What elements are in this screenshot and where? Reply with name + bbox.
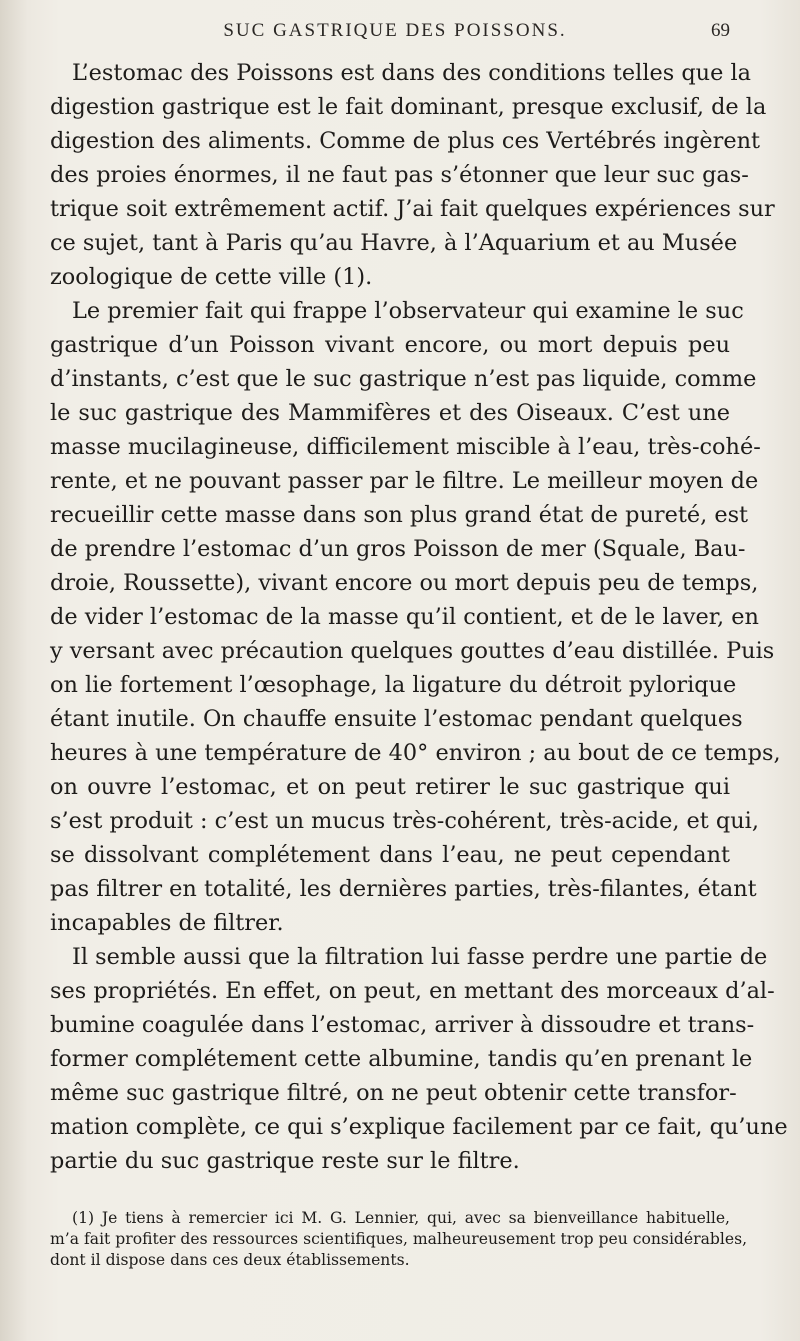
text-line: incapables de filtrer.	[50, 910, 284, 936]
text-line: partie du suc gastrique reste sur le filtre.	[50, 1148, 520, 1174]
text-line: former complétement cette albumine, tandis qu’en prenant le	[50, 1046, 753, 1072]
text-line: se dissolvant complétement dans l’eau, ne peut cependant	[50, 842, 730, 868]
text-line: le suc gastrique des Mammifères et des Oiseaux. C’est une	[50, 400, 730, 426]
text-line: ses propriétés. En effet, on peut, en mettant des morceaux d’al-	[50, 978, 775, 1004]
text-line: y versant avec précaution quelques gouttes d’eau distillée. Puis	[50, 638, 775, 664]
text-line: masse mucilagineuse, difficilement miscible à l’eau, très-cohé-	[50, 434, 761, 460]
body-text	[50, 56, 788, 1178]
footnote-line: dont il dispose dans ces deux établissements.	[50, 1251, 410, 1269]
text-line: des proies énormes, il ne faut pas s’étonner que leur suc gas-	[50, 162, 749, 188]
text-line: droie, Roussette), vivant encore ou mort depuis peu de temps,	[50, 570, 759, 596]
text-line: rente, et ne pouvant passer par le filtre. Le meilleur moyen de	[50, 468, 759, 494]
text-line: on lie fortement l’œsophage, la ligature du détroit pylorique	[50, 672, 737, 698]
text-line: recueillir cette masse dans son plus grand état de pureté, est	[50, 502, 749, 528]
footnote-line: m’a fait profiter des ressources scientifiques, malheureusement trop peu considérables,	[50, 1230, 748, 1248]
text-line: d’instants, c’est que le suc gastrique n’est pas liquide, comme	[50, 366, 757, 392]
text-line: de prendre l’estomac d’un gros Poisson de mer (Squale, Bau-	[50, 536, 746, 562]
footnote-block	[50, 1208, 748, 1271]
text-line: pas filtrer en totalité, les dernières parties, très-filantes, étant	[50, 876, 757, 902]
text-line: zoologique de cette ville (1).	[50, 264, 373, 290]
text-line: étant inutile. On chauffe ensuite l’estomac pendant quelques	[50, 706, 743, 732]
text-line: on ouvre l’estomac, et on peut retirer le suc gastrique qui	[50, 774, 730, 800]
footnote-line: (1) Je tiens à remercier ici M. G. Lennier, qui, avec sa bienveillance habituelle,	[72, 1209, 730, 1227]
text-line: digestion gastrique est le fait dominant, presque exclusif, de la	[50, 94, 767, 120]
text-line: L’estomac des Poissons est dans des conditions telles que la	[72, 60, 751, 86]
page-header	[60, 20, 730, 50]
text-line: heures à une température de 40° environ ; au bout de ce temps,	[50, 740, 781, 766]
text-line: s’est produit : c’est un mucus très-cohérent, très-acide, et qui,	[50, 808, 759, 834]
text-line: ce sujet, tant à Paris qu’au Havre, à l’Aquarium et au Musée	[50, 230, 738, 256]
text-line: mation complète, ce qui s’explique facilement par ce fait, qu’une	[50, 1114, 788, 1140]
text-line: digestion des aliments. Comme de plus ces Vertébrés ingèrent	[50, 128, 761, 154]
text-line: trique soit extrêmement actif. J’ai fait quelques expériences sur	[50, 196, 775, 222]
text-line: même suc gastrique filtré, on ne peut obtenir cette transfor-	[50, 1080, 737, 1106]
page-number: 69	[711, 20, 730, 41]
running-head: SUC GASTRIQUE DES POISSONS.	[223, 20, 567, 41]
text-line: gastrique d’un Poisson vivant encore, ou mort depuis peu	[50, 332, 730, 358]
text-line: Il semble aussi que la filtration lui fasse perdre une partie de	[72, 944, 768, 970]
text-line: Le premier fait qui frappe l’observateur qui examine le suc	[72, 298, 744, 324]
text-line: bumine coagulée dans l’estomac, arriver à dissoudre et trans-	[50, 1012, 755, 1038]
text-line: de vider l’estomac de la masse qu’il contient, et de le laver, en	[50, 604, 759, 630]
